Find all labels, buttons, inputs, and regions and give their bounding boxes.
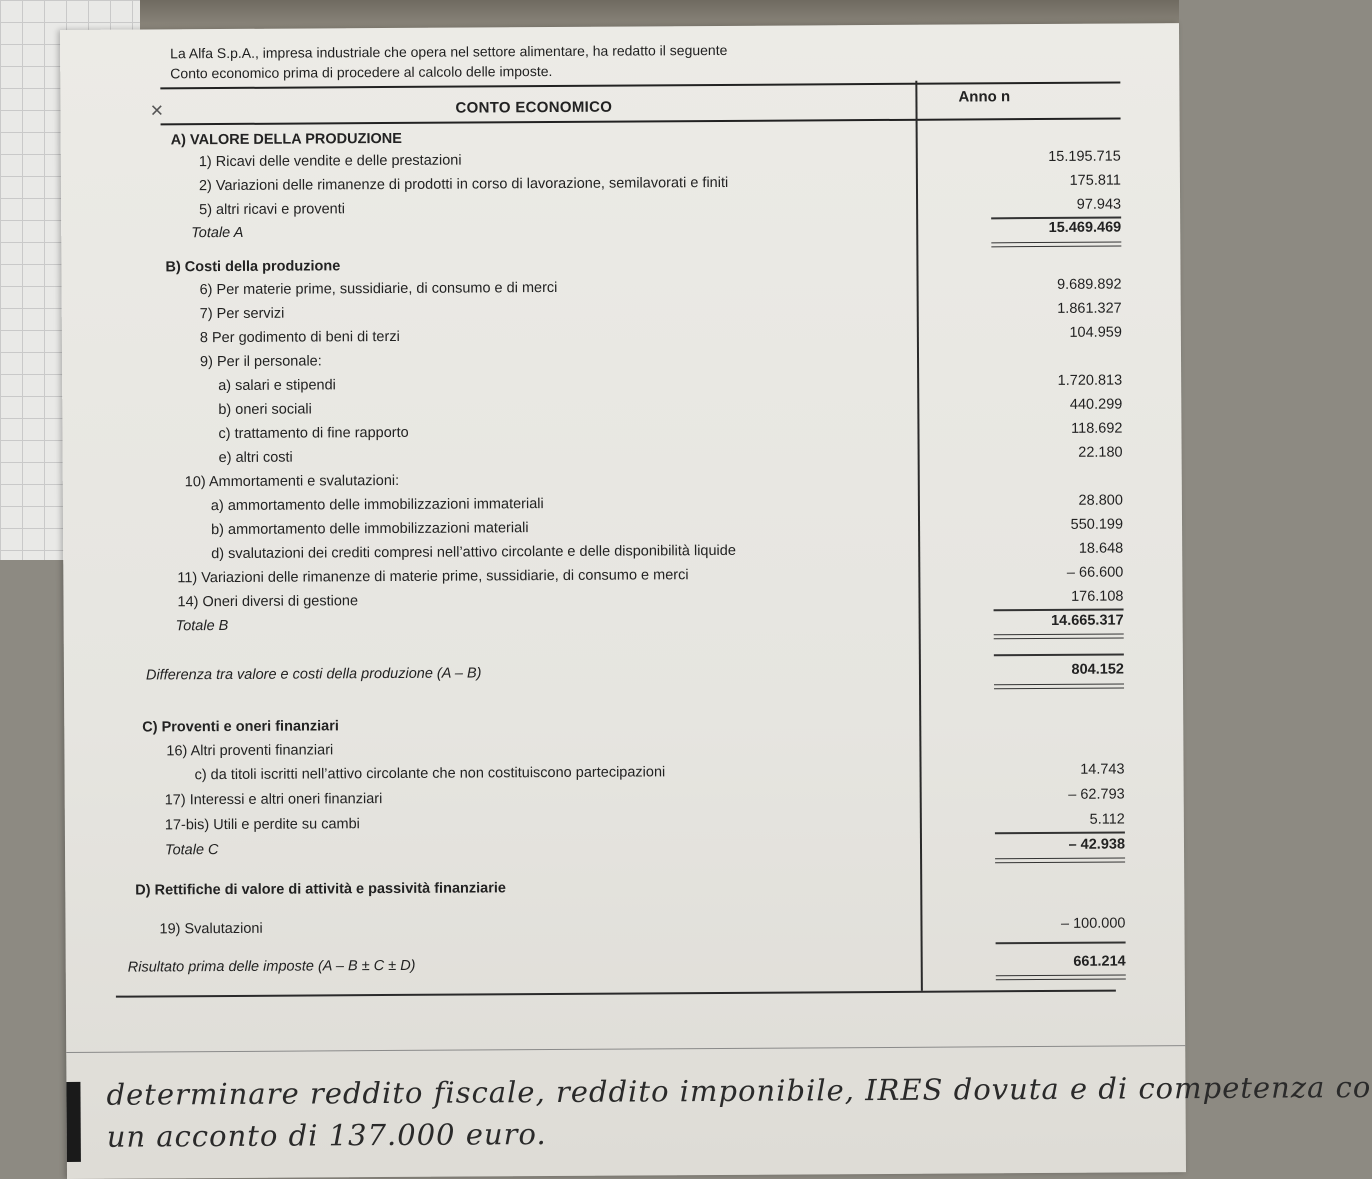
table-row: b) ammortamento delle immobilizzazioni materiali 550.199	[211, 516, 1124, 539]
total-double-rule	[994, 684, 1124, 690]
table-title: CONTO ECONOMICO	[455, 98, 613, 117]
subtotal-rule	[996, 942, 1126, 945]
table-row: 10) Ammortamenti e svalutazioni:	[184, 472, 400, 491]
section-d-title: D) Rettifiche di valore di attività e passività finanziarie	[135, 880, 506, 899]
total-a-row: Totale A 15.469.469	[191, 219, 1122, 242]
table-row: a) salari e stipendi 1.720.813	[218, 372, 1123, 395]
table-row: c) da titoli iscritti nell’attivo circolante che non costituiscono partecipazioni 14.743	[194, 761, 1125, 784]
table-row: a) ammortamento delle immobilizzazioni immateriali 28.800	[210, 492, 1123, 515]
subtotal-rule	[994, 609, 1124, 612]
table-row: 19) Svalutazioni – 100.000	[159, 915, 1126, 938]
difference-row: Differenza tra valore e costi della produzione (A – B) 804.152	[145, 661, 1124, 684]
total-b-row: Totale B 14.665.317	[175, 612, 1124, 635]
intro-line-1: La Alfa S.p.A., impresa industriale che opera nel settore alimentare, ha redatto il seguente	[170, 41, 728, 62]
handwritten-note-line-1: determinare reddito fiscale, reddito imponibile, IRES dovuta e di competenza co	[106, 1070, 1372, 1112]
total-double-rule	[996, 975, 1126, 981]
header-bottom-rule	[161, 118, 1121, 126]
handwritten-note-line-2: un acconto di 137.000 euro.	[106, 1117, 547, 1154]
marker-stroke	[66, 1082, 80, 1162]
table-row: 11) Variazioni delle rimanenze di materie prime, sussidiarie, di consumo e merci – 66.600	[177, 564, 1124, 587]
total-double-rule	[994, 634, 1124, 640]
table-row: d) svalutazioni dei crediti compresi nell’attivo circolante e delle disponibilità liquide 18.648	[211, 540, 1124, 563]
table-row: 9) Per il personale:	[199, 353, 322, 371]
table-row: 6) Per materie prime, sussidiarie, di consumo e di merci 9.689.892	[199, 276, 1122, 299]
subtotal-rule	[995, 832, 1125, 835]
intro-text	[170, 38, 990, 83]
total-double-rule	[991, 242, 1121, 248]
table-row: 16) Altri proventi finanziari	[166, 742, 334, 760]
table-row: c) trattamento di fine rapporto 118.692	[218, 420, 1123, 443]
total-c-row: Totale C – 42.938	[164, 836, 1126, 859]
total-double-rule	[995, 858, 1125, 864]
intro-line-2: Conto economico prima di procedere al calcolo delle imposte.	[170, 62, 553, 82]
page-separator-rule	[66, 1045, 1185, 1053]
table-row: 8 Per godimento di beni di terzi 104.959	[199, 324, 1122, 347]
result-row: Risultato prima delle imposte (A – B ± C ± D) 661.214	[127, 953, 1126, 976]
subtotal-rule	[994, 654, 1124, 657]
table-row: 5) altri ricavi e proventi 97.943	[199, 196, 1122, 219]
table-row: 2) Variazioni delle rimanenze di prodotti in corso di lavorazione, semilavorati e finiti 175.811	[198, 172, 1121, 195]
table-row: 14) Oneri diversi di gestione 176.108	[177, 588, 1124, 611]
pen-x-mark: ×	[150, 97, 164, 123]
section-b-title: B) Costi della produzione	[165, 258, 341, 276]
section-c-title: C) Proventi e oneri finanziari	[142, 718, 339, 736]
table-row: 17) Interessi e altri oneri finanziari – 62.793	[164, 786, 1125, 809]
document-page	[60, 23, 1372, 1179]
table-row: 17-bis) Utili e perdite su cambi 5.112	[164, 811, 1125, 834]
section-a-title: A) VALORE DELLA PRODUZIONE	[170, 130, 402, 149]
table-row: 1) Ricavi delle vendite e delle prestazioni 15.195.715	[198, 148, 1121, 171]
table-row: b) oneri sociali 440.299	[218, 396, 1123, 419]
table-bottom-rule	[116, 990, 1116, 998]
year-column-header: Anno n	[958, 88, 1011, 106]
table-row: 7) Per servizi 1.861.327	[199, 300, 1122, 323]
table-row: e) altri costi 22.180	[218, 444, 1123, 467]
